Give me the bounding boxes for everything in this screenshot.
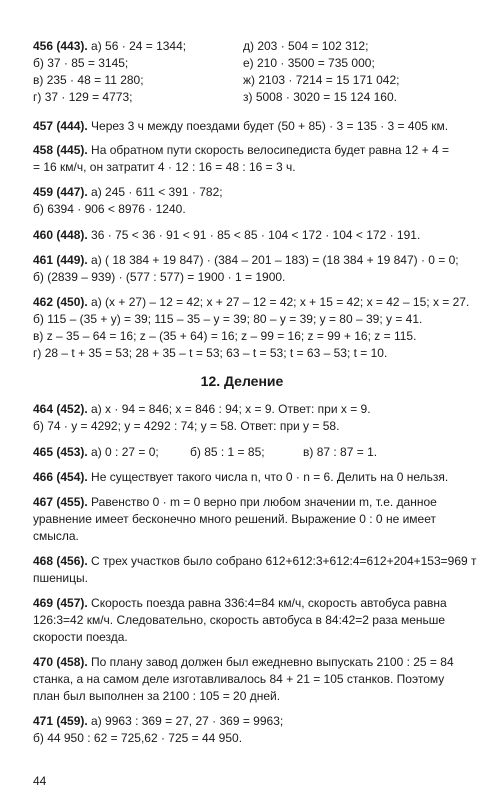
problem-number: 464 (452).	[33, 402, 88, 416]
problem-text: 36 · 75 < 36 · 91 < 91 · 85 < 85 · 104 < 172 · 104 < 172 · 191.	[91, 228, 421, 242]
problem-466	[33, 469, 448, 486]
problem-456-col2-line-3: ж) 2103 · 7214 = 15 171 042;	[243, 73, 400, 87]
problem-number: 459 (447).	[33, 185, 88, 199]
problem-number: 458 (445).	[33, 143, 88, 157]
problem-number: 468 (456).	[33, 554, 88, 568]
problem-467-line-1	[33, 494, 437, 511]
page-number: 44	[33, 774, 47, 788]
problem-text: На обратном пути скорость велосипедиста будет равна 12 + 4 =	[91, 143, 449, 157]
problem-456-col2-line-1: д) 203 · 504 = 102 312;	[243, 39, 369, 53]
section-title: 12. Деление	[200, 373, 284, 389]
problem-459-line-1	[33, 184, 223, 201]
problem-number: 462 (450).	[33, 295, 88, 309]
problem-464-line-2: б) 74 · y = 4292; y = 4292 : 74; y = 58. Ответ: при y = 58.	[33, 419, 340, 433]
problem-number: 471 (459).	[33, 714, 88, 728]
problem-471-line-1	[33, 713, 283, 730]
problem-text: а) 9963 : 369 = 27, 27 · 369 = 9963;	[91, 714, 284, 728]
problem-468-line-2: пшеницы.	[33, 571, 88, 585]
problem-number: 466 (454).	[33, 470, 88, 484]
problem-469-line-2: 126:3=42 км/ч. Следовательно, скорость автобуса в 84:42=2 раза меньше	[33, 613, 446, 627]
problem-464-line-1	[33, 401, 371, 418]
problem-465-part-c: в) 87 : 87 = 1.	[303, 445, 378, 459]
problem-text: С трех участков было собрано 612+612:3+612:4=612+204+153=969 т	[91, 554, 477, 568]
problem-468-line-1	[33, 553, 477, 570]
problem-text: Равенство 0 · m = 0 верно при любом значении m, т.е. данное	[91, 495, 437, 509]
problem-number: 456 (443).	[33, 39, 88, 53]
problem-470-line-3: план был выполнен за 2100 : 105 = 20 дней.	[33, 689, 281, 703]
problem-456-line-4: г) 37 · 129 = 4773;	[33, 90, 133, 104]
problem-text: а) x · 94 = 846; x = 846 : 94; x = 9. Ответ: при x = 9.	[91, 402, 371, 416]
problem-text: а) 56 · 24 = 1344;	[91, 39, 187, 53]
problem-467-line-2: уравнение имеет бесконечно много решений. Выражение 0 : 0 не имеет	[33, 512, 436, 526]
problem-458-line-1	[33, 142, 449, 159]
problem-456-col2-line-2: е) 210 · 3500 = 735 000;	[243, 56, 375, 70]
problem-456-line-3: в) 235 · 48 = 11 280;	[33, 73, 144, 87]
problem-462-line-3: в) z – 35 – 64 = 16; z – (35 + 64) = 16; z – 99 = 16; z = 99 + 16; z = 115.	[33, 329, 417, 343]
problem-number: 467 (455).	[33, 495, 88, 509]
problem-461-line-1	[33, 252, 459, 269]
problem-text: а) (x + 27) – 12 = 42; x + 27 – 12 = 42; x + 15 = 42; x = 42 – 15; x = 27.	[91, 295, 470, 309]
problem-461-line-2: б) (2839 – 939) · (577 : 577) = 1900 · 1 = 1900.	[33, 270, 286, 284]
problem-460	[33, 227, 420, 244]
problem-number: 465 (453).	[33, 445, 88, 459]
problem-469-line-3: скорости поезда.	[33, 630, 128, 644]
problem-number: 469 (457).	[33, 596, 88, 610]
problem-458-line-2: = 16 км/ч, он затратит 4 · 12 : 16 = 48 : 16 = 3 ч.	[33, 160, 296, 174]
problem-456-col2-line-4: з) 5008 · 3020 = 15 124 160.	[243, 90, 397, 104]
problem-462-line-4: г) 28 – t + 35 = 53; 28 + 35 – t = 53; 63 – t = 53; t = 63 – 53; t = 10.	[33, 346, 388, 360]
problem-469-line-1	[33, 595, 447, 612]
problem-465-part-b: б) 85 : 1 = 85;	[190, 445, 265, 459]
problem-465	[33, 444, 159, 461]
problem-part-a: а) 0 : 27 = 0;	[91, 445, 159, 459]
problem-text: Через 3 ч между поездами будет (50 + 85) · 3 = 135 · 3 = 405 км.	[91, 119, 449, 133]
problem-number: 470 (458).	[33, 655, 88, 669]
problem-text: Скорость поезда равна 336:4=84 км/ч, скорость автобуса равна	[91, 596, 447, 610]
problem-text: а) 245 · 611 < 391 · 782;	[91, 185, 223, 199]
problem-457	[33, 118, 448, 135]
problem-459-line-2: б) 6394 · 906 < 8976 · 1240.	[33, 202, 186, 216]
problem-text: Не существует такого числа n, что 0 · n = 6. Делить на 0 нельзя.	[91, 470, 449, 484]
problem-number: 457 (444).	[33, 119, 88, 133]
problem-text: а) ( 18 384 + 19 847) · (384 – 201 – 183) = (18 384 + 19 847) · 0 = 0;	[91, 253, 459, 267]
problem-470-line-1	[33, 654, 454, 671]
problem-471-line-2: б) 44 950 : 62 = 725,62 · 725 = 44 950.	[33, 731, 243, 745]
problem-number: 461 (449).	[33, 253, 88, 267]
problem-462-line-1	[33, 294, 469, 311]
problem-470-line-2: станка, а на самом деле изготавливалось 84 + 21 = 105 станков. Поэтому	[33, 672, 445, 686]
problem-467-line-3: смысла.	[33, 529, 79, 543]
problem-number: 460 (448).	[33, 228, 88, 242]
problem-text: По плану завод должен был ежедневно выпускать 2100 : 25 = 84	[91, 655, 454, 669]
problem-462-line-2: б) 115 – (35 + y) = 39; 115 – 35 – y = 39; 80 – y = 39; y = 80 – 39; y = 41.	[33, 312, 423, 326]
problem-456-line-1	[33, 38, 186, 55]
problem-456-line-2: б) 37 · 85 = 3145;	[33, 56, 129, 70]
